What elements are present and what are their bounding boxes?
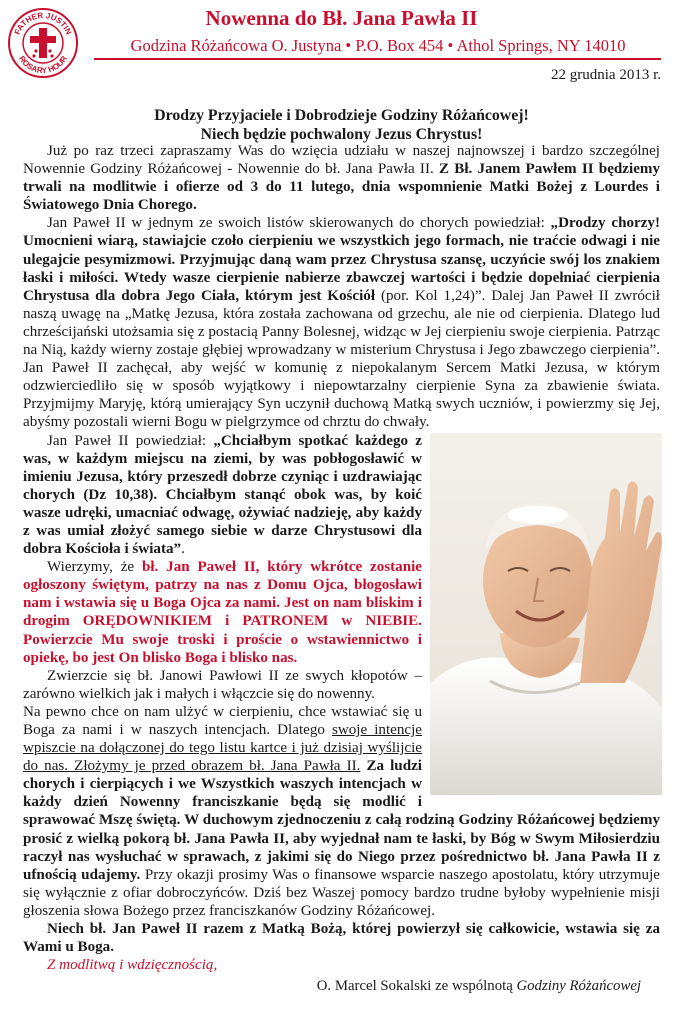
p4-text: Wierzymy, że (47, 559, 142, 576)
p6-underlined: swoje intencje wpiszcie na dołączonej do tego listu kartce i już dzisiaj wyślijcie do nas. Złożymy je przed obrazem bł. Jana Pawła II. (23, 722, 423, 775)
signature-name: O. Marcel Sokalski ze wspólnotą (316, 978, 517, 994)
closing-line: Z modlitwą i wdzięcznością, (47, 957, 218, 974)
svg-text:ROSARY HOUR: ROSARY HOUR (17, 54, 69, 76)
p3-quote: „Chciałbym spotkać każdego z was, w każdym miejscu na ziemi, by was pobłogosławić w imieniu Jezusa, który przeszedł dobrze czyniąc i uzdrawiając chorych (Dz 10,38). Chciałbym stanąć obok was, by koić wasze udręki, umacniać odwagę, ożywiać nadzieję, aby każdy z was umiał złożyć samego siebie w darze Chrystusowi dla dobra Kościoła i świata” (23, 432, 422, 558)
letter-date: 22 grudnia 2013 r. (551, 67, 661, 83)
p6-text: Na pewno chce on nam ulżyć w cierpieniu, chce wstawiać się u Boga za nami i w naszych intencjach. Dlatego (23, 703, 422, 738)
greeting (20, 106, 663, 144)
p7-bold: Niech bł. Jan Paweł II razem z Matką Bożą, której powierzył się całkowicie, wstawia się za Wami u Boga. (23, 921, 660, 956)
p2-quote: „Drodzy chorzy! Umocnieni wiarą, stawiajcie czoło cierpieniu we wszystkich jego formach, nie traćcie odwagi i nie ulegajcie pesymizmowi. Przyjmując daną wam przez Chrystusa szansę, uczyńcie swój los znakiem łaski i miłości. Wtedy wasze cierpienie nabierze zbawczej wartości i będzie dopełniać cierpienia Chrystusa dla dobra Jego Ciała, którym jest Kościół (23, 215, 660, 304)
p1-bold: Z Bł. Janem Pawłem II będziemy trwali na modlitwie i ofierze od 3 do 11 lutego, dnia wspomnienie Matki Bożej z Lourdes i Światowego Dnia Chorego. (23, 161, 661, 214)
pope-photo (430, 433, 662, 795)
p4-red-bold: bł. Jan Paweł II, który wkrótce zostanie ogłoszony świętym, patrzy na nas z Domu Ojca, błogosławi nam i wstawia się u Boga Ojca za nami. Jest on nam bliskim i drogim ORĘDOWNIKIEM i PATRONEM w NIEBIE. Powierzcie Mu swoje troski i proście o wstawiennictwo i opiekę, bo jest On blisko Boga i blisko nas. (23, 559, 423, 666)
p3-end: . (181, 541, 185, 558)
signature (317, 978, 641, 995)
p5-text: Zwierzcie się bł. Janowi Pawłowi II ze swych kłopotów – zarówno wielkich jak i małych i włączcie się do nowenny. (23, 667, 422, 702)
letter-address: Godzina Różańcowa O. Justyna • P.O. Box 454 • Athol Springs, NY 14010 (130, 36, 626, 55)
p1-text: Już po raz trzeci zapraszamy Was do wzięcia udziału w naszej najnowszej i bardzo szczególnej Nowennie Godziny Różańcowej - Nowennie do bł. Jana Pawła II. (23, 143, 660, 178)
svg-text:FATHER JUSTIN: FATHER JUSTIN (12, 10, 74, 36)
header-divider (94, 58, 661, 60)
p2-text-rest: (por. Kol 1,24)”. Dalej Jan Paweł II zwrócił naszą uwagę na „Matkę Jezusa, która została zachowana od grzechu, ale nie od cierpienia. Dlatego lud chrześcijański utożsamia się z postacią Panny Bolesnej, widząc w Jej cierpieniu swoje cierpienia. Patrząc na Nią, każdy wierny zostaje głębiej wprowadzany w misterium Chrystusa i Jego zbawczego cierpienia”. Jan Paweł II zachęcał, aby wejść w komunię z niepokalanym Sercem Matki Jezusa, w którym odzwierciedliło się w sposób wyjątkowy i niepowtarzalny cierpienie Syna za zbawienie świata. Przyjmijmy Maryję, którą umierający Syn uczynił duchową Matką swych uczniów, i powierzmy się Jej, abyśmy pozostali wierni Bogu w pielgrzymce od chrztu do chwały. (23, 287, 660, 431)
greeting-line-1: Drodzy Przyjaciele i Dobrodzieje Godziny Różańcowej! (154, 107, 529, 124)
paragraph-2 (23, 214, 660, 431)
p6-bold: Za ludzi chorych i cierpiących i we Wszystkich waszych intencjach w każdy dzień Nowenny franciszkanie będą się modlić i sprawować Mszę świętą. W duchowym zjednoczeniu z całą rodziną Godziny Różańcowej będziemy prosić z wielką pokorą bł. Jana Pawła II, aby wyjednał nam te łaski, by Bóg w Swym Miłosierdziu raczył nas wysłuchać w sprawach, z jakimi się do Niego przez pośrednictwo bł. Jana Pawła II z ufnością udajemy. (23, 758, 660, 883)
p2-text: Jan Paweł II w jednym ze swoich listów skierowanych do chorych powiedział: (47, 215, 551, 232)
signature-org: Godziny Różańcowej (516, 978, 641, 994)
paragraph-7 (23, 920, 660, 956)
letter-body (23, 142, 660, 974)
p3-text: Jan Paweł II powiedział: (47, 432, 214, 449)
p6-text-rest: Przy okazji prosimy Was o finansowe wsparcie naszego apostolatu, który utrzymuje się wyłącznie z ofiar dobroczyńców. Dziś bez Waszej pomocy bardzo trudne byłoby wypełnienie misji głoszenia słowa Bożego przez franciszkanów Godziny Różańcowej. (23, 866, 660, 919)
letter-title: Nowenna do Bł. Jana Pawła II (205, 6, 478, 30)
greeting-line-2: Niech będzie pochwalony Jezus Chrystus! (200, 126, 483, 143)
paragraph-1 (23, 142, 660, 214)
